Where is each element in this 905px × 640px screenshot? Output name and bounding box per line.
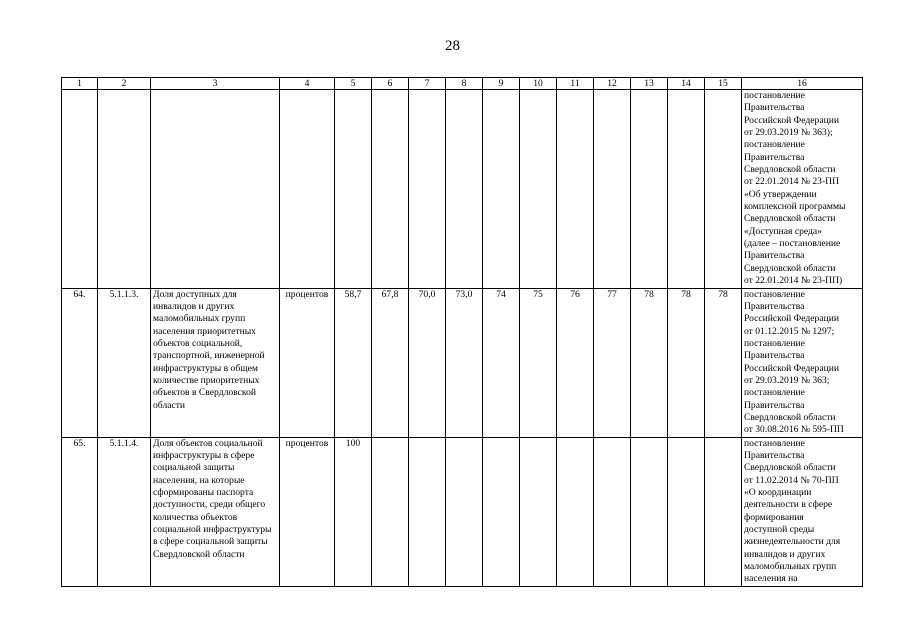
value-cell: 100 xyxy=(335,437,372,586)
legal-basis-cell: постановление Правительства Российской Федерации от 01.12.2015 № 1297; постановление Правительства Российской Федерации от 29.03.2019 № 363; постановление Правительства Свердловской области от 30.08.2016 № 595-ПП xyxy=(742,288,863,437)
row-number-cell: 65. xyxy=(62,437,98,586)
value-cell xyxy=(446,437,483,586)
column-header: 3 xyxy=(151,78,280,90)
table-cell xyxy=(372,90,409,289)
unit-cell: процентов xyxy=(280,288,335,437)
value-cell: 78 xyxy=(705,288,742,437)
column-header: 4 xyxy=(280,78,335,90)
value-cell: 67,8 xyxy=(372,288,409,437)
value-cell: 78 xyxy=(631,288,668,437)
indicator-table xyxy=(61,77,863,587)
value-cell: 78 xyxy=(668,288,705,437)
table-cell xyxy=(705,90,742,289)
table-cell xyxy=(668,90,705,289)
table-cell xyxy=(631,90,668,289)
table-cell xyxy=(280,90,335,289)
table-cell xyxy=(62,90,98,289)
table-cell xyxy=(446,90,483,289)
column-header: 15 xyxy=(705,78,742,90)
column-header: 1 xyxy=(62,78,98,90)
page-number: 28 xyxy=(445,38,460,54)
value-cell xyxy=(594,437,631,586)
column-header: 11 xyxy=(557,78,594,90)
value-cell: 77 xyxy=(594,288,631,437)
value-cell xyxy=(372,437,409,586)
legal-basis-cell: постановление Правительства Свердловской области от 11.02.2014 № 70-ПП «О координации деятельности в сфере формирования доступной среды жизнедеятельности для инвалидов и других маломобильных групп населения на xyxy=(742,437,863,586)
table-cell xyxy=(98,90,151,289)
value-cell: 70,0 xyxy=(409,288,446,437)
value-cell xyxy=(409,437,446,586)
table-row xyxy=(62,288,863,437)
value-cell xyxy=(557,437,594,586)
value-cell xyxy=(631,437,668,586)
value-cell xyxy=(705,437,742,586)
unit-cell: процентов xyxy=(280,437,335,586)
column-header: 6 xyxy=(372,78,409,90)
legal-basis-cell: постановление Правительства Российской Федерации от 29.03.2019 № 363); постановление Правительства Свердловской области от 22.01.2014 № 23-ПП «Об утверждении комплексной программы Свердловской области «Доступная среда» (далее – постановление Правительства Свердловской области от 22.01.2014 № 23-ПП) xyxy=(742,90,863,289)
column-header: 5 xyxy=(335,78,372,90)
value-cell xyxy=(520,437,557,586)
table-cell xyxy=(483,90,520,289)
column-header: 13 xyxy=(631,78,668,90)
row-number-cell: 64. xyxy=(62,288,98,437)
column-header: 14 xyxy=(668,78,705,90)
table-cell xyxy=(335,90,372,289)
table-cell xyxy=(594,90,631,289)
value-cell: 75 xyxy=(520,288,557,437)
value-cell xyxy=(483,437,520,586)
table-cell xyxy=(151,90,280,289)
column-header: 10 xyxy=(520,78,557,90)
table-row-continuation xyxy=(62,90,863,289)
column-header: 8 xyxy=(446,78,483,90)
column-header: 7 xyxy=(409,78,446,90)
indicator-code-cell: 5.1.1.4. xyxy=(98,437,151,586)
indicator-name-cell: Доля доступных для инвалидов и других маломобильных групп населения приоритетных объектов социальной, транспортной, инженерной инфраструктуры в общем количестве приоритетных объектов в Свердловской области xyxy=(151,288,280,437)
column-header: 9 xyxy=(483,78,520,90)
column-header: 2 xyxy=(98,78,151,90)
value-cell: 76 xyxy=(557,288,594,437)
table-row xyxy=(62,437,863,586)
column-header: 12 xyxy=(594,78,631,90)
value-cell xyxy=(668,437,705,586)
indicator-name-cell: Доля объектов социальной инфраструктуры в сфере социальной защиты населения, на которые сформированы паспорта доступности, среди общего количества объектов социальной инфраструктуры в сфере социальной защиты Свердловской области xyxy=(151,437,280,586)
table-cell xyxy=(557,90,594,289)
value-cell: 73,0 xyxy=(446,288,483,437)
value-cell: 58,7 xyxy=(335,288,372,437)
table-cell xyxy=(409,90,446,289)
indicator-code-cell: 5.1.1.3. xyxy=(98,288,151,437)
header-row xyxy=(62,78,863,90)
column-header: 16 xyxy=(742,78,863,90)
table-cell xyxy=(520,90,557,289)
value-cell: 74 xyxy=(483,288,520,437)
